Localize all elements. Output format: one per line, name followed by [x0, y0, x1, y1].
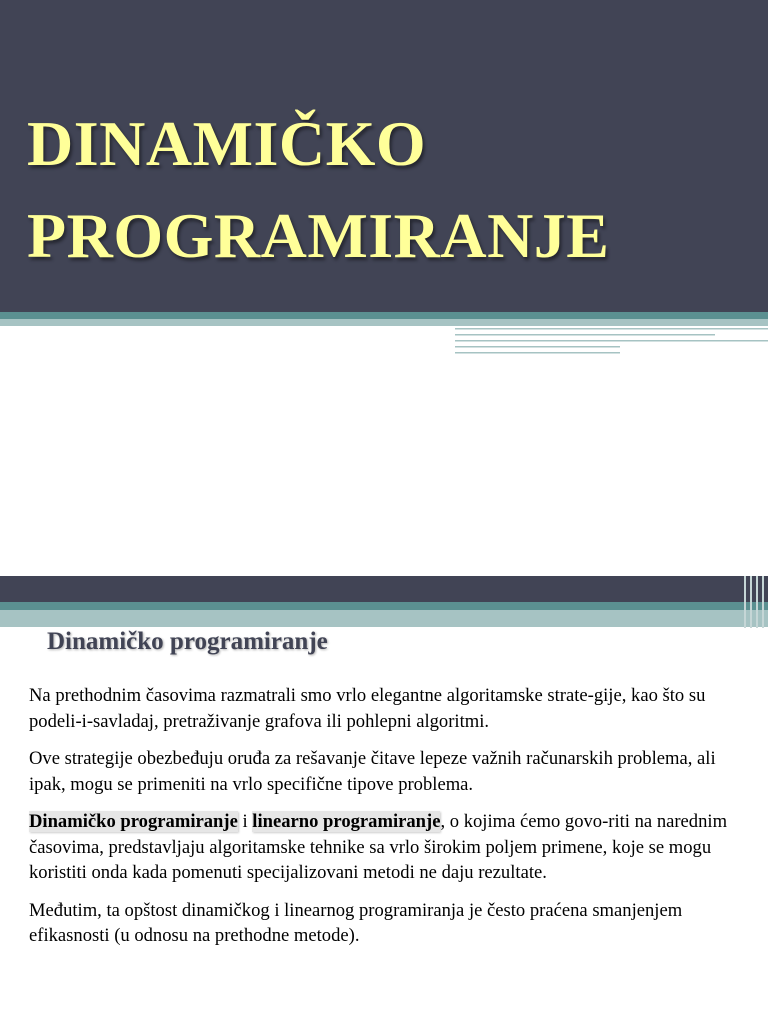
- paragraph-4: Međutim, ta opštost dinamičkog i linearnog programiranja je često praćena smanjenjem efikasnosti (u odnosu na prethodne metode).: [29, 899, 683, 946]
- paragraph-2: Ove strategije obezbeđuju oruđa za rešavanje čitave lepeze važnih računarskih problema, ali ipak, mogu se primeniti na vrlo specifične tipove problema.: [29, 748, 716, 795]
- decor-thin-lines: [0, 326, 768, 356]
- term-linear-programming: linearno programiranje: [252, 811, 441, 832]
- content-stripe-light: [0, 610, 768, 627]
- slide-title-line-2: PROGRAMIRANJE: [27, 200, 610, 271]
- paragraph-3-conjunction: i: [237, 811, 253, 832]
- content-body: [29, 683, 749, 961]
- content-stripe-teal: [0, 602, 768, 610]
- content-heading: Dinamičko programiranje: [47, 628, 328, 655]
- content-vertical-lines: [742, 576, 768, 628]
- title-header-band: [0, 0, 768, 312]
- decor-stripe-light: [0, 319, 768, 326]
- content-top-band: [0, 576, 768, 602]
- paragraph-3: [29, 809, 749, 886]
- content-slide: [0, 576, 768, 1024]
- term-dynamic-programming: Dinamičko programiranje: [29, 811, 238, 832]
- paragraph-3-rest: , o kojima ćemo govo-riti na narednim časovima, predstavljaju algoritamske tehnike sa vrlo širokim poljem primene, koje se mogu koristiti onda kada pomenuti specijalizovani metodi ne daju rezultate.: [29, 811, 728, 883]
- decor-stripe-teal: [0, 312, 768, 319]
- slide-title: [27, 98, 609, 282]
- slide-title-line-1: DINAMIČKO: [27, 108, 427, 179]
- paragraph-1: Na prethodnim časovima razmatrali smo vrlo elegantne algoritamske strate-gije, kao što su podeli-i-savladaj, pretraživanje grafova ili pohlepni algoritmi.: [29, 685, 706, 732]
